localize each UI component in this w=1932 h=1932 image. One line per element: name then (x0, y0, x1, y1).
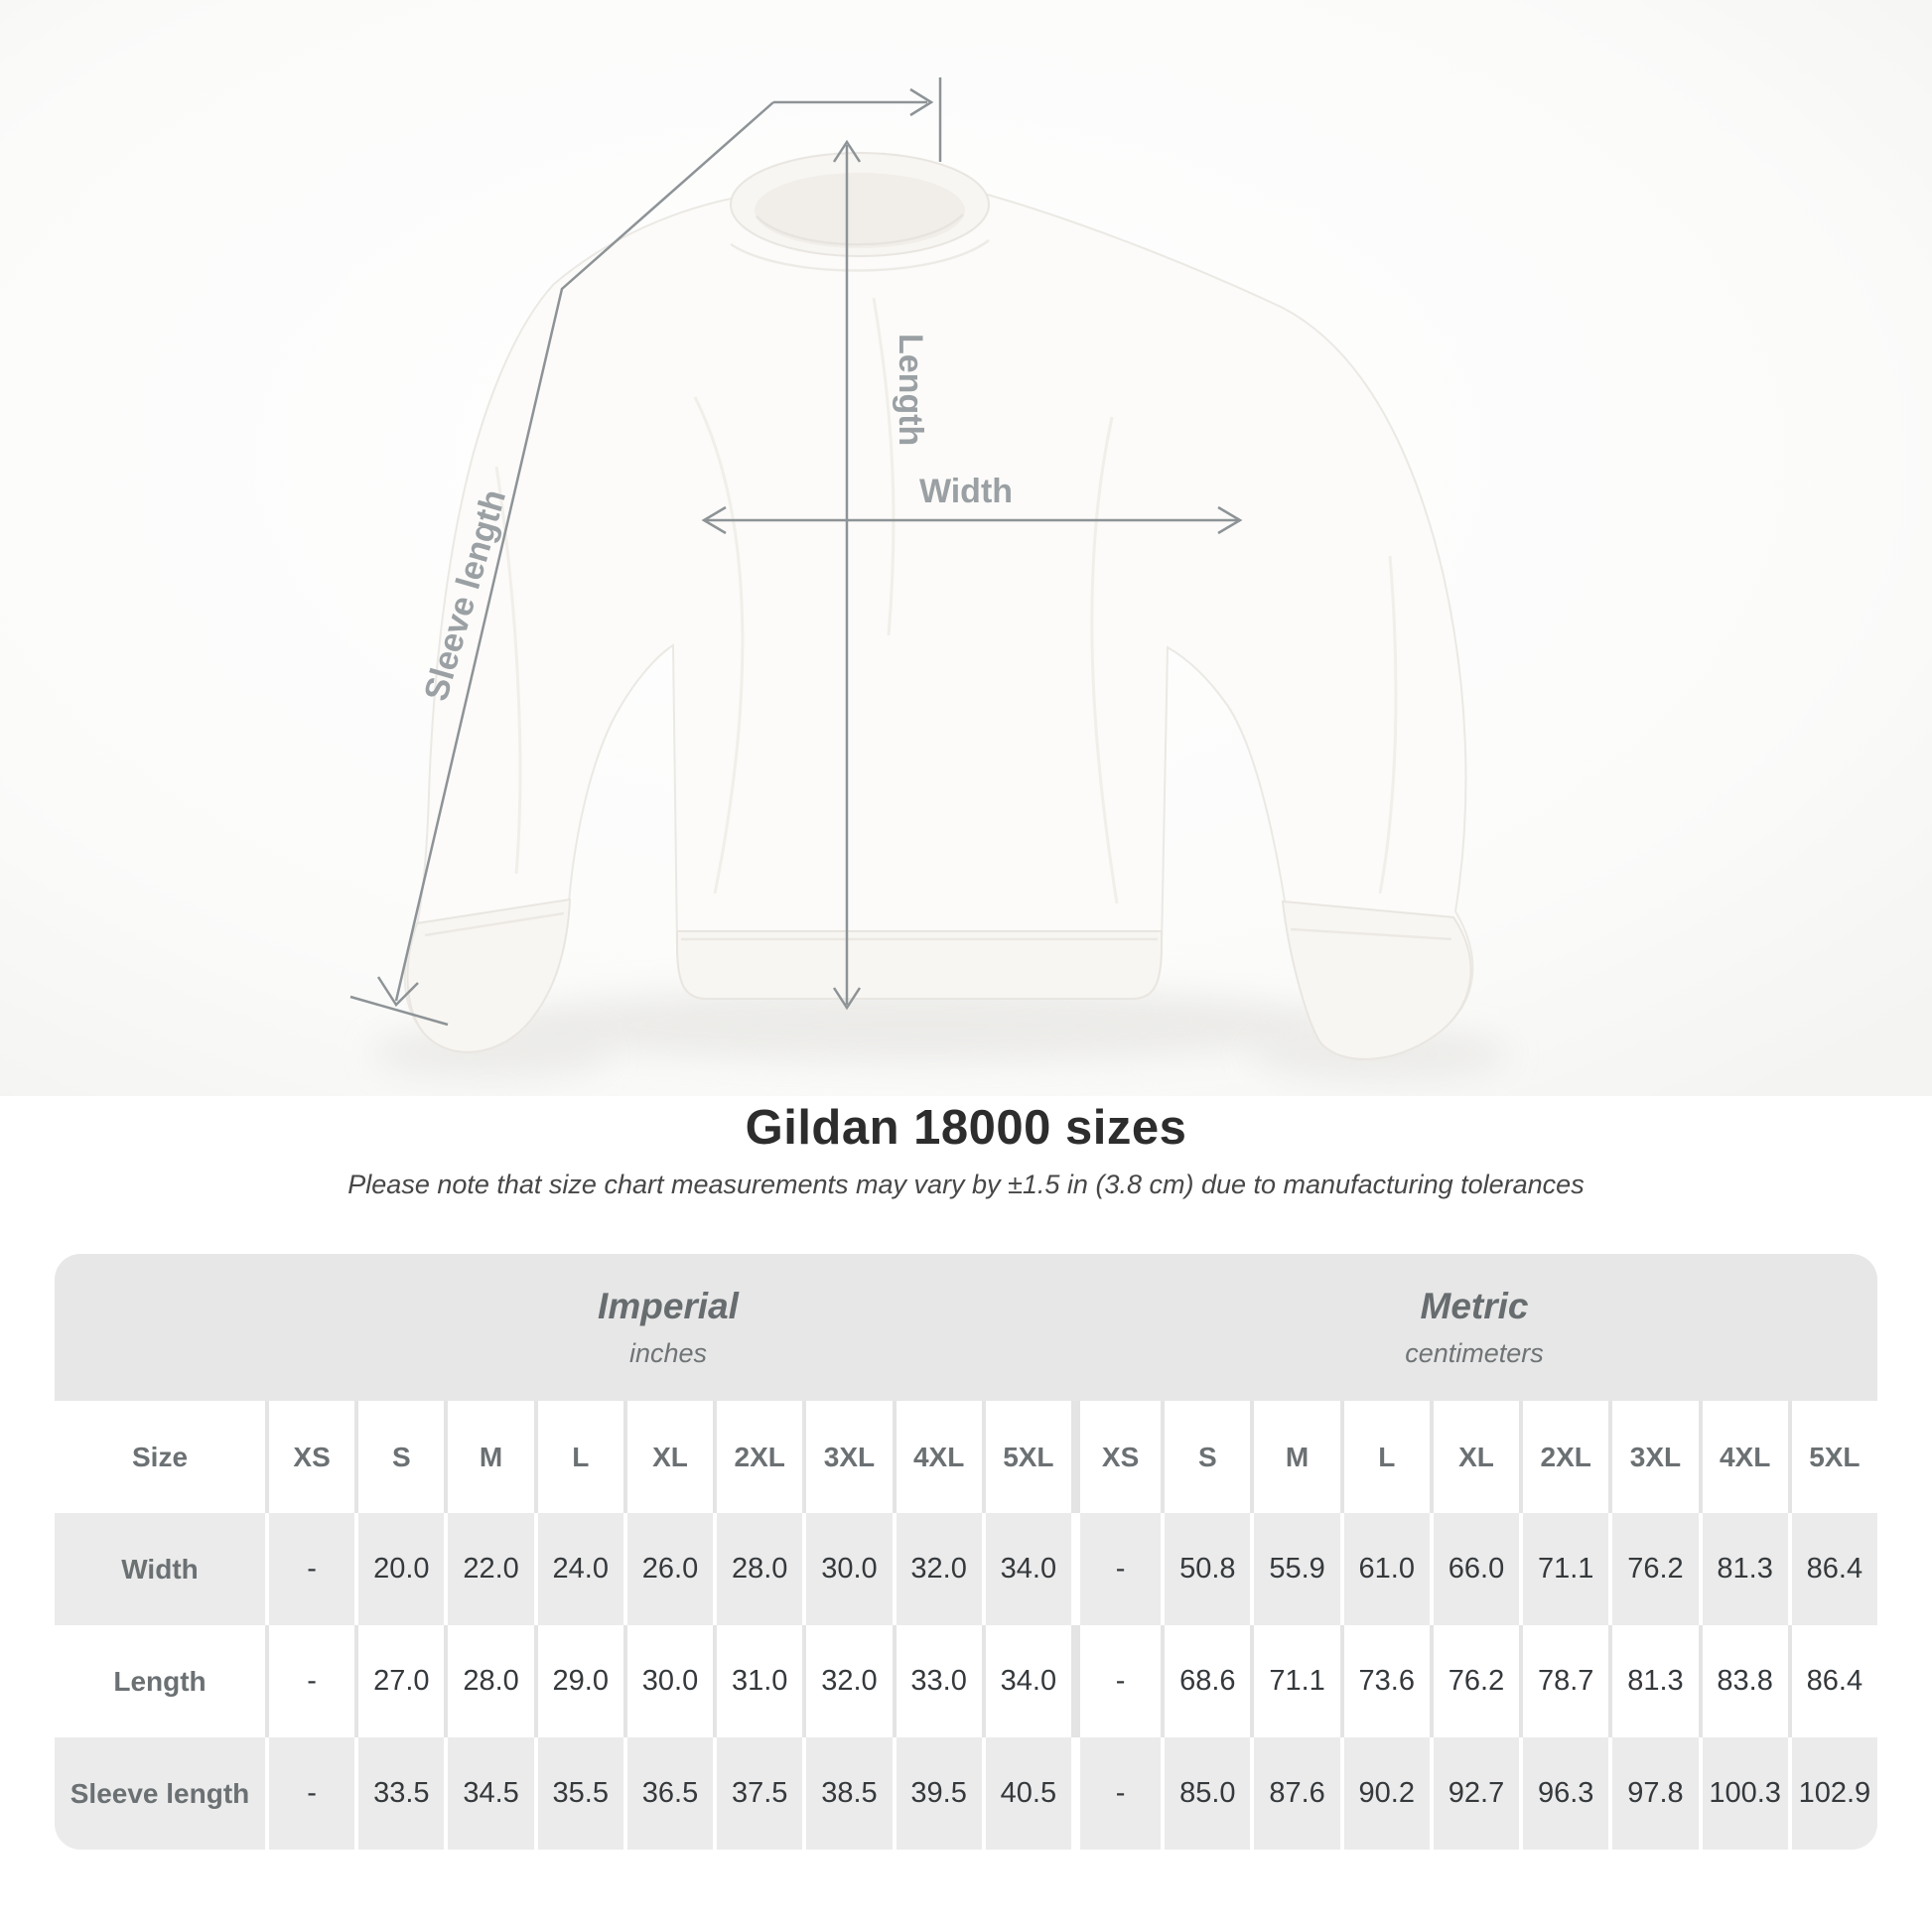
value-cell: 37.5 (713, 1737, 802, 1850)
value-cell: 76.2 (1430, 1625, 1519, 1737)
value-cell: 50.8 (1161, 1513, 1250, 1625)
width-label: Width (918, 473, 1014, 510)
value-cell: 92.7 (1430, 1737, 1519, 1850)
value-cell: 34.0 (982, 1513, 1071, 1625)
value-cell: - (1071, 1737, 1161, 1850)
value-cell: 33.5 (354, 1737, 444, 1850)
value-cell: 83.8 (1699, 1625, 1788, 1737)
col-imperial-xs: XS (265, 1401, 354, 1513)
value-cell: - (265, 1625, 354, 1737)
value-cell: 71.1 (1519, 1513, 1608, 1625)
size-header-row (55, 1401, 1877, 1513)
col-imperial-m: M (444, 1401, 533, 1513)
group-header-spacer (55, 1254, 265, 1401)
value-cell: 32.0 (802, 1625, 892, 1737)
tolerance-note: Please note that size chart measurements may vary by ±1.5 in (3.8 cm) due to manufacturing tolerances (347, 1170, 1585, 1199)
size-table (55, 1254, 1877, 1850)
page-title: Gildan 18000 sizes (745, 1101, 1187, 1155)
value-cell: 90.2 (1340, 1737, 1430, 1850)
row-label: Width (121, 1553, 199, 1585)
value-cell: 20.0 (354, 1513, 444, 1625)
value-cell: - (1071, 1625, 1161, 1737)
table-row-sleeve-length (55, 1737, 1877, 1850)
col-imperial-2xl: 2XL (713, 1401, 802, 1513)
col-metric-3xl: 3XL (1608, 1401, 1698, 1513)
row-label: Length (113, 1665, 207, 1697)
col-metric-l: L (1340, 1401, 1430, 1513)
row-label: Sleeve length (69, 1777, 250, 1809)
value-cell: 33.0 (893, 1625, 982, 1737)
value-cell: 40.5 (982, 1737, 1071, 1850)
value-cell: 61.0 (1340, 1513, 1430, 1625)
value-cell: 87.6 (1250, 1737, 1339, 1850)
value-cell: 38.5 (802, 1737, 892, 1850)
value-cell: 24.0 (534, 1513, 623, 1625)
group-header-metric (1071, 1254, 1877, 1401)
col-metric-xs: XS (1071, 1401, 1161, 1513)
value-cell: 55.9 (1250, 1513, 1339, 1625)
value-cell: 85.0 (1161, 1737, 1250, 1850)
size-header: Size (131, 1441, 189, 1472)
value-cell: 36.5 (623, 1737, 713, 1850)
value-cell: 86.4 (1788, 1513, 1877, 1625)
value-cell: 100.3 (1699, 1737, 1788, 1850)
col-imperial-5xl: 5XL (982, 1401, 1071, 1513)
value-cell: 66.0 (1430, 1513, 1519, 1625)
sleeve-length-label: Sleeve length (417, 485, 514, 706)
value-cell: 22.0 (444, 1513, 533, 1625)
value-cell: 96.3 (1519, 1737, 1608, 1850)
value-cell: 71.1 (1250, 1625, 1339, 1737)
metric-label: Metric (1420, 1286, 1529, 1327)
value-cell: 31.0 (713, 1625, 802, 1737)
value-cell: 76.2 (1608, 1513, 1698, 1625)
value-cell: 97.8 (1608, 1737, 1698, 1850)
value-cell: 30.0 (802, 1513, 892, 1625)
value-cell: - (1071, 1513, 1161, 1625)
value-cell: 30.0 (623, 1625, 713, 1737)
value-cell: 34.5 (444, 1737, 533, 1850)
value-cell: - (265, 1513, 354, 1625)
value-cell: 39.5 (893, 1737, 982, 1850)
value-cell: 29.0 (534, 1625, 623, 1737)
metric-unit-label: centimeters (1405, 1337, 1544, 1368)
value-cell: 102.9 (1788, 1737, 1877, 1850)
value-cell: 28.0 (444, 1625, 533, 1737)
value-cell: 35.5 (534, 1737, 623, 1850)
imperial-unit-label: inches (628, 1337, 708, 1368)
value-cell: - (265, 1737, 354, 1850)
value-cell: 26.0 (623, 1513, 713, 1625)
unit-group-header-row (55, 1254, 1877, 1401)
col-imperial-4xl: 4XL (893, 1401, 982, 1513)
value-cell: 81.3 (1608, 1625, 1698, 1737)
table-row-length (55, 1625, 1877, 1737)
col-imperial-s: S (354, 1401, 444, 1513)
value-cell: 73.6 (1340, 1625, 1430, 1737)
value-cell: 32.0 (893, 1513, 982, 1625)
col-metric-4xl: 4XL (1699, 1401, 1788, 1513)
col-imperial-3xl: 3XL (802, 1401, 892, 1513)
value-cell: 27.0 (354, 1625, 444, 1737)
value-cell: 68.6 (1161, 1625, 1250, 1737)
imperial-label: Imperial (598, 1286, 739, 1327)
col-imperial-l: L (534, 1401, 623, 1513)
value-cell: 81.3 (1699, 1513, 1788, 1625)
value-cell: 78.7 (1519, 1625, 1608, 1737)
col-metric-5xl: 5XL (1788, 1401, 1877, 1513)
group-header-imperial (265, 1254, 1071, 1401)
col-metric-2xl: 2XL (1519, 1401, 1608, 1513)
col-metric-s: S (1161, 1401, 1250, 1513)
col-metric-m: M (1250, 1401, 1339, 1513)
table-row-width (55, 1513, 1877, 1625)
length-label: Length (892, 334, 929, 447)
value-cell: 34.0 (982, 1625, 1071, 1737)
value-cell: 28.0 (713, 1513, 802, 1625)
col-imperial-xl: XL (623, 1401, 713, 1513)
value-cell: 86.4 (1788, 1625, 1877, 1737)
col-metric-xl: XL (1430, 1401, 1519, 1513)
